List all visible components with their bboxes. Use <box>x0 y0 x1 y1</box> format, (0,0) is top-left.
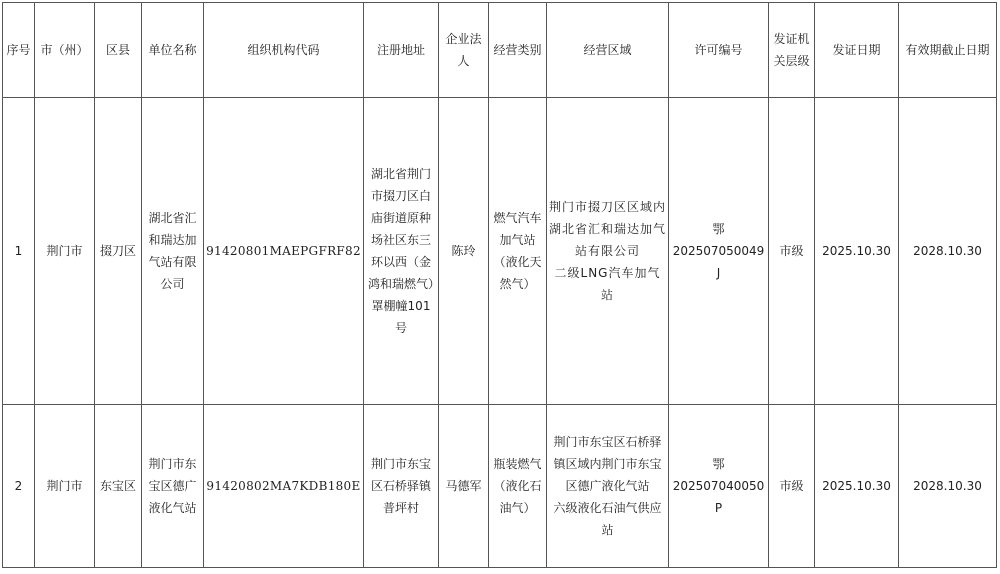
cell-biz-type: 燃气汽车加气站（液化天然气） <box>489 98 547 405</box>
biz-area-line: 六级液化石油气供应站 <box>553 501 662 537</box>
table-row <box>3 405 997 568</box>
cell-district: 掇刀区 <box>95 98 142 405</box>
header-district: 区县 <box>95 3 142 98</box>
cell-org-code: 91420802MA7KDB180E <box>204 405 364 568</box>
header-permit-no: 许可编号 <box>669 3 769 98</box>
permit-table <box>2 2 997 568</box>
biz-area-line: 荆门市东宝区石桥驿镇区域内荆门市东宝区德广液化气站 <box>553 435 662 493</box>
biz-area-line: 湖北省汇和瑞达加气站有限公司 <box>549 222 667 258</box>
header-biz-type: 经营类别 <box>489 3 547 98</box>
cell-city: 荆门市 <box>35 405 95 568</box>
cell-biz-area <box>547 98 669 405</box>
cell-org-code: 91420801MAEPGFRF82 <box>204 98 364 405</box>
cell-unit-name: 湖北省汇和瑞达加气站有限公司 <box>142 98 204 405</box>
header-org-code: 组织机构代码 <box>204 3 364 98</box>
biz-area-line: 荆门市掇刀区区域内 <box>549 200 667 214</box>
cell-address: 荆门市东宝区石桥驿镇普坪村 <box>364 405 439 568</box>
cell-issuer-level: 市级 <box>769 98 815 405</box>
cell-issue-date: 2025.10.30 <box>815 405 899 568</box>
permit-prefix: 鄂 <box>712 222 725 236</box>
header-seq: 序号 <box>3 3 35 98</box>
header-expiry-date: 有效期截止日期 <box>899 3 997 98</box>
cell-biz-area <box>547 405 669 568</box>
cell-permit-no <box>669 405 769 568</box>
table-row <box>3 98 997 405</box>
biz-area-line: 二级LNG汽车加气站 <box>554 266 661 302</box>
cell-issue-date: 2025.10.30 <box>815 98 899 405</box>
header-issue-date: 发证日期 <box>815 3 899 98</box>
permit-prefix: 鄂 <box>712 457 725 471</box>
cell-permit-no <box>669 98 769 405</box>
cell-seq: 2 <box>3 405 35 568</box>
header-legal-person: 企业法人 <box>439 3 489 98</box>
cell-seq: 1 <box>3 98 35 405</box>
cell-expiry-date: 2028.10.30 <box>899 98 997 405</box>
permit-number: 202507050049J <box>672 244 765 280</box>
header-biz-area: 经营区域 <box>547 3 669 98</box>
permit-number: 202507040050P <box>672 479 765 515</box>
cell-city: 荆门市 <box>35 98 95 405</box>
header-row <box>3 3 997 98</box>
header-issuer-level: 发证机关层级 <box>769 3 815 98</box>
header-city: 市（州） <box>35 3 95 98</box>
cell-legal-person: 马德军 <box>439 405 489 568</box>
cell-issuer-level: 市级 <box>769 405 815 568</box>
cell-district: 东宝区 <box>95 405 142 568</box>
header-address: 注册地址 <box>364 3 439 98</box>
header-unit-name: 单位名称 <box>142 3 204 98</box>
cell-unit-name: 荆门市东宝区德广液化气站 <box>142 405 204 568</box>
cell-legal-person: 陈玲 <box>439 98 489 405</box>
cell-biz-type: 瓶装燃气（液化石油气） <box>489 405 547 568</box>
cell-address: 湖北省荆门市掇刀区白庙街道原种场社区东三环以西（金鸿和瑞燃气）罩棚幢101号 <box>364 98 439 405</box>
cell-expiry-date: 2028.10.30 <box>899 405 997 568</box>
